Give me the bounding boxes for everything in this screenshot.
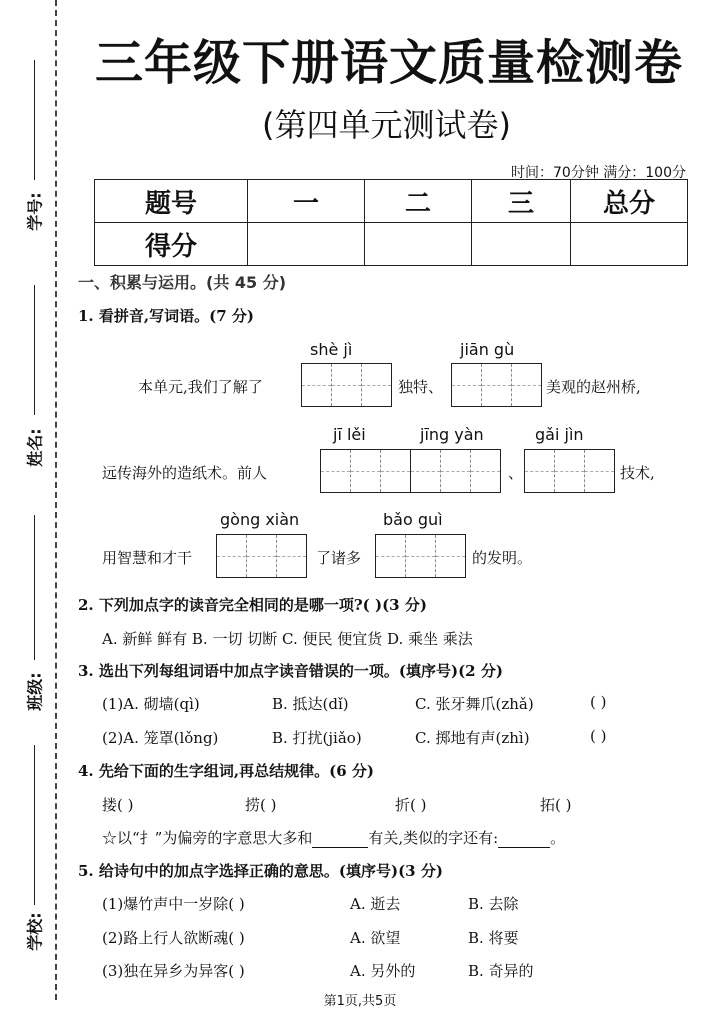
banji-label: 班级: bbox=[25, 672, 45, 711]
xuexiao-write-line[interactable] bbox=[34, 745, 35, 905]
pinyin-gaijin: gǎi jìn bbox=[535, 425, 584, 444]
q4-rule-text-b: 有关,类似的字还有: bbox=[368, 829, 499, 847]
q1-text-9: 的发明。 bbox=[472, 549, 533, 567]
score-header-total: 总分 bbox=[571, 180, 688, 223]
q3-row2-b: B. 打扰(jiǎo) bbox=[272, 729, 362, 747]
q1-text-3: 美观的赵州桥, bbox=[546, 378, 641, 396]
score-header-2: 二 bbox=[365, 180, 472, 223]
answer-grid-baogui[interactable] bbox=[375, 534, 466, 578]
q1-text-5: 、 bbox=[508, 464, 524, 482]
xuexiao-label: 学校: bbox=[25, 912, 45, 951]
q4-char-lou[interactable]: 搂( ) bbox=[102, 796, 134, 814]
q4-blank-similar[interactable] bbox=[498, 847, 550, 848]
pinyin-gongxian: gòng xiàn bbox=[220, 510, 300, 529]
pinyin-jingyan: jīng yàn bbox=[420, 425, 484, 444]
q3-row1-c: C. 张牙舞爪(zhǎ) bbox=[415, 695, 534, 713]
q4-title: 4. 先给下面的生字组词,再总结规律。(6 分) bbox=[78, 762, 374, 780]
score-header-1: 一 bbox=[248, 180, 365, 223]
q5-title: 5. 给诗句中的加点字选择正确的意思。(填序号)(3 分) bbox=[78, 862, 443, 880]
xingming-label: 姓名: bbox=[25, 428, 45, 467]
q3-row1-a: (1)A. 砌墙(qì) bbox=[102, 695, 200, 713]
q5-row3-b: B. 奇异的 bbox=[468, 962, 534, 980]
q3-row2-a: (2)A. 笼罩(lǒng) bbox=[102, 729, 219, 747]
q5-row2-line[interactable]: (2)路上行人欲断魂( ) bbox=[102, 929, 245, 947]
page-title: 三年级下册语文质量检测卷 bbox=[95, 35, 684, 91]
q5-row1-line[interactable]: (1)爆竹声中一岁除( ) bbox=[102, 895, 245, 913]
q4-char-zhe[interactable]: 折( ) bbox=[395, 796, 427, 814]
score-header-tihao: 题号 bbox=[95, 180, 248, 223]
q4-rule bbox=[102, 827, 565, 848]
q3-row1-answer[interactable]: ( ) bbox=[590, 693, 607, 711]
pinyin-sheji: shè jì bbox=[310, 340, 353, 359]
q1-text-2: 独特、 bbox=[398, 378, 444, 396]
pinyin-jilei: jī lěi bbox=[333, 425, 366, 444]
q2-title: 2. 下列加点字的读音完全相同的是哪一项?( )(3 分) bbox=[78, 596, 427, 614]
score-cell-total[interactable] bbox=[571, 223, 688, 266]
page-footer: 第1页,共5页 bbox=[323, 994, 397, 1009]
score-cell-3[interactable] bbox=[472, 223, 571, 266]
score-row-label: 得分 bbox=[95, 223, 248, 266]
xuehao-label: 学号: bbox=[25, 192, 45, 231]
answer-grid-jiangu[interactable] bbox=[451, 363, 542, 407]
xingming-write-line[interactable] bbox=[34, 285, 35, 415]
q1-text-6: 技术, bbox=[620, 464, 655, 482]
q2-options: A. 新鲜 鲜有 B. 一切 切断 C. 便民 便宜货 D. 乘坐 乘法 bbox=[102, 630, 473, 648]
q4-char-lao[interactable]: 捞( ) bbox=[245, 796, 277, 814]
q3-title: 3. 选出下列每组词语中加点字读音错误的一项。(填序号)(2 分) bbox=[78, 662, 503, 680]
q5-row2-a: A. 欲望 bbox=[350, 929, 401, 947]
q1-text-8: 了诸多 bbox=[316, 549, 362, 567]
answer-grid-sheji[interactable] bbox=[301, 363, 392, 407]
section-1-title: 一、积累与运用。(共 45 分) bbox=[78, 273, 287, 292]
q1-title: 1. 看拼音,写词语。(7 分) bbox=[78, 307, 254, 325]
answer-grid-gaijin[interactable] bbox=[524, 449, 615, 493]
q5-row1-b: B. 去除 bbox=[468, 895, 519, 913]
q1-text-7: 用智慧和才干 bbox=[102, 549, 193, 567]
q4-char-tuo[interactable]: 拓( ) bbox=[540, 796, 572, 814]
score-cell-1[interactable] bbox=[248, 223, 365, 266]
q1-text-1: 本单元,我们了解了 bbox=[138, 378, 263, 396]
q4-rule-text-a: ☆以“扌”为偏旁的字意思大多和 bbox=[102, 829, 313, 847]
q1-text-4: 远传海外的造纸术。前人 bbox=[102, 464, 268, 482]
page-subtitle: (第四单元测试卷) bbox=[262, 106, 511, 144]
score-header-3: 三 bbox=[472, 180, 571, 223]
q5-row3-a: A. 另外的 bbox=[350, 962, 416, 980]
q5-row2-b: B. 将要 bbox=[468, 929, 519, 947]
score-cell-2[interactable] bbox=[365, 223, 472, 266]
time-score-info: 时间：70分钟 满分：100分 bbox=[511, 165, 686, 181]
answer-grid-gongxian[interactable] bbox=[216, 534, 307, 578]
q3-row1-b: B. 抵达(dǐ) bbox=[272, 695, 349, 713]
answer-grid-jilei-jingyan[interactable] bbox=[320, 449, 501, 493]
xuehao-write-line[interactable] bbox=[34, 60, 35, 180]
pinyin-jiangu: jiān gù bbox=[460, 340, 515, 359]
q4-blank-meaning[interactable] bbox=[312, 847, 368, 848]
pinyin-baogui: bǎo guì bbox=[383, 510, 443, 529]
q4-rule-text-c: 。 bbox=[550, 829, 566, 847]
q5-row3-line[interactable]: (3)独在异乡为异客( ) bbox=[102, 962, 245, 980]
banji-write-line[interactable] bbox=[34, 515, 35, 660]
binding-dashed-line bbox=[55, 0, 57, 1000]
q5-row1-a: A. 逝去 bbox=[350, 895, 401, 913]
q3-row2-c: C. 掷地有声(zhì) bbox=[415, 729, 530, 747]
q3-row2-answer[interactable]: ( ) bbox=[590, 727, 607, 745]
score-table bbox=[94, 179, 688, 266]
